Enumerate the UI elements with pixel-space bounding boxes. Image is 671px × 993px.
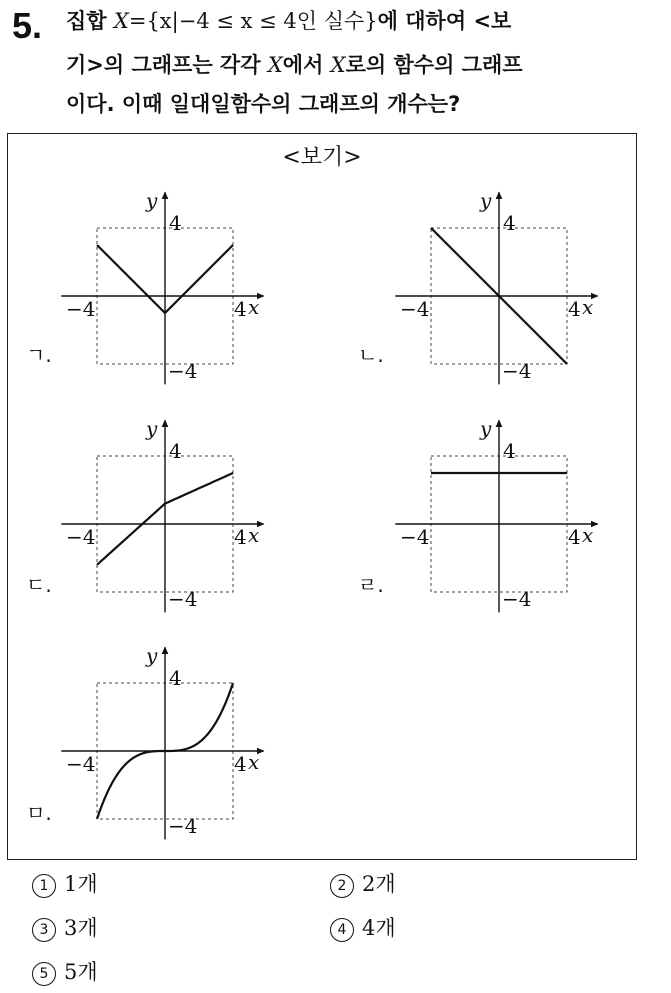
question-text-2a: 기>의 그래프는 각각	[66, 53, 268, 77]
x-axis-label: x	[582, 295, 594, 319]
y-min-label: −4	[168, 587, 198, 611]
choice-1[interactable]	[32, 870, 98, 898]
examples-title: <보기>	[282, 145, 362, 170]
x-min-label: −4	[66, 525, 96, 549]
x-axis-label: x	[248, 523, 260, 547]
graph-rieul	[358, 417, 598, 613]
graph-digeut	[26, 417, 264, 613]
choice-3-text: 3개	[64, 916, 98, 940]
y-min-label: −4	[502, 587, 532, 611]
question-line-3: 이다. 이때 일대일함수의 그래프의 개수는?	[66, 92, 461, 116]
y-max-label: 4	[169, 666, 182, 690]
choice-5-text: 5개	[64, 960, 98, 984]
graph-label: ㄷ.	[26, 573, 52, 597]
y-max-label: 4	[169, 211, 182, 235]
question-text-2b: 에서	[282, 53, 331, 77]
question-number: 5.	[12, 5, 43, 46]
choice-1-text: 1개	[64, 872, 98, 896]
x-axis-label: x	[248, 295, 260, 319]
domain-var: X	[267, 53, 283, 77]
y-min-label: −4	[168, 814, 198, 838]
choice-5[interactable]	[32, 958, 98, 986]
graph-label: ㄴ.	[358, 343, 384, 367]
y-axis-label: y	[480, 416, 492, 441]
graph-label: ㄹ.	[358, 573, 384, 597]
y-axis-label: y	[146, 188, 158, 213]
y-axis-label: y	[146, 643, 158, 668]
y-max-label: 4	[169, 439, 182, 463]
graph-giyeok	[26, 189, 264, 385]
choice-4-mark: 4	[330, 918, 354, 942]
y-axis-label: y	[146, 416, 158, 441]
y-min-label: −4	[168, 359, 198, 383]
x-axis-label: x	[248, 750, 260, 774]
x-max-label: 4	[568, 297, 581, 321]
choice-3-mark: 3	[32, 918, 56, 942]
x-min-label: −4	[400, 525, 430, 549]
x-max-label: 4	[234, 525, 247, 549]
choice-2[interactable]	[330, 870, 396, 898]
graph-mieum	[26, 644, 264, 840]
x-max-label: 4	[568, 525, 581, 549]
x-max-label: 4	[234, 297, 247, 321]
question-text-1b: 에 대하여 <보	[377, 9, 512, 33]
choice-1-mark: 1	[32, 874, 56, 898]
choice-5-mark: 5	[32, 962, 56, 986]
graph-label: ㅁ.	[26, 801, 52, 825]
y-max-label: 4	[503, 211, 516, 235]
x-axis-label: x	[582, 523, 594, 547]
x-min-label: −4	[66, 752, 96, 776]
question-text-2c: 로의 함수의 그래프	[345, 53, 523, 77]
graph-label: ㄱ.	[26, 343, 52, 367]
choice-2-text: 2개	[362, 872, 396, 896]
y-min-label: −4	[502, 359, 532, 383]
y-axis-label: y	[480, 188, 492, 213]
x-max-label: 4	[234, 752, 247, 776]
set-definition: X={x|−4 ≤ x ≤ 4인 실수}	[113, 9, 378, 33]
x-min-label: −4	[400, 297, 430, 321]
codomain-var: X	[330, 53, 346, 77]
choice-4-text: 4개	[362, 916, 396, 940]
choice-2-mark: 2	[330, 874, 354, 898]
graph-nieun	[358, 189, 598, 385]
choice-3[interactable]	[32, 914, 98, 942]
question-text-1a: 집합	[66, 9, 114, 33]
x-min-label: −4	[66, 297, 96, 321]
choice-4[interactable]	[330, 914, 396, 942]
y-max-label: 4	[503, 439, 516, 463]
